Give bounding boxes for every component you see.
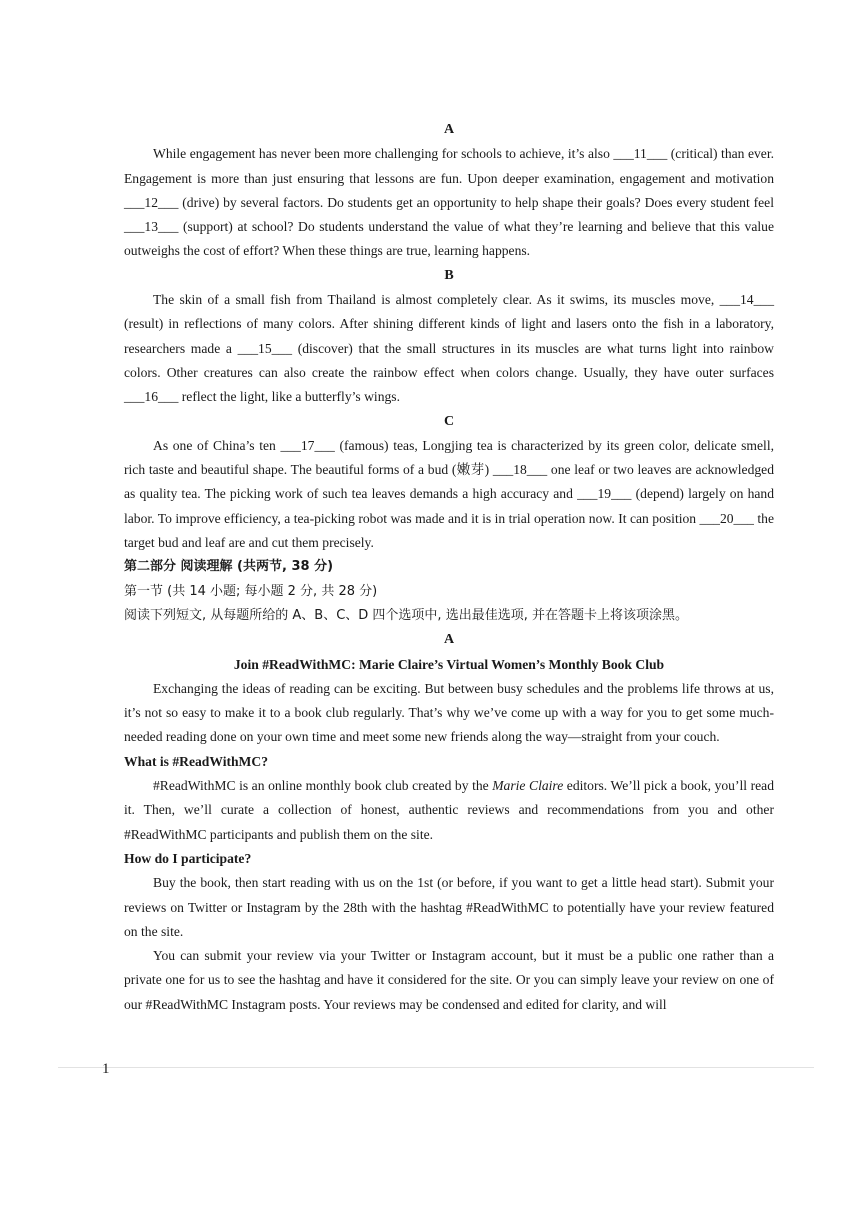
- para2-text-before: #ReadWithMC is an online monthly book club created by the: [153, 778, 493, 794]
- reading-a-para2: [124, 774, 774, 847]
- marie-claire-italic: Marie Claire: [492, 778, 564, 794]
- part2-title: 第二部分 阅读理解 (共两节, 38 分): [124, 559, 334, 575]
- part2-instruction: 阅读下列短文, 从每题所给的 A、B、C、D 四个选项中, 选出最佳选项, 并在答题卡上将该项涂黑。: [124, 607, 688, 623]
- footer-divider: [58, 1067, 814, 1068]
- passage-b-heading: B: [444, 267, 454, 283]
- para2-text-after: editors. We’ll pick a book, you’ll read it. Then, we’ll curate a collection of honest, authentic reviews and recommendations from you and other #ReadWithMC participants and publish them on the site.: [124, 778, 774, 842]
- page-number: 1: [102, 1061, 110, 1077]
- passage-c-text: As one of China’s ten ___17___ (famous) teas, Longjing tea is characterized by its green color, delicate smell, rich taste and beautiful shape. The beautiful forms of a bud (嫩芽) ___18___ one leaf or two leaves are acknowledged as quality tea. The picking work of such tea leaves demands a high accuracy and ___19___ (depend) largely on hand labor. To improve efficiency, a tea-picking robot was made and it is in trial operation now. It can position ___20___ the target bud and leaf are and cut them precisely.: [124, 437, 774, 551]
- passage-a-text: While engagement has never been more challenging for schools to achieve, it’s also ___11___ (critical) than ever. Engagement is more than just ensuring that lessons are fun. Upon deeper examination, engagement and motivation ___12___ (drive) by several factors. Do students get an opportunity to help shape their goals? Does every student feel ___13___ (support) at school? Do students understand the value of what they’re learning and believe that this value outweighs the cost of effort? When these things are true, learning happens.: [124, 146, 774, 259]
- reading-a-heading: A: [443, 632, 455, 648]
- passage-b-text: The skin of a small fish from Thailand is almost completely clear. As it swims, its muscles move, ___14___ (result) in reflections of many colors. After shining different kinds of light and lasers onto the fish in a laboratory, researchers made a ___15___ (discover) that the small structures in its muscles are what turns light into rainbow colors. Other creatures can also create the rainbow effect when colors change. Usually, they have outer surfaces ___16___ reflect the light, like a butterfly’s wings.: [124, 292, 774, 405]
- reading-a-para1: Exchanging the ideas of reading can be exciting. But between busy schedules and the problems life throws at us, it’s not so easy to make it to a book club regularly. That’s why we’ve come up with a way for you to get some much-needed reading done on your own time and meet some new friends along the way—straight from your couch.: [124, 680, 774, 745]
- reading-a-para3: Buy the book, then start reading with us on the 1st (or before, if you want to get a little head start). Submit your reviews on Twitter or Instagram by the 28th with the hashtag #ReadWithMC to potentially have your review featured on the site.: [124, 875, 774, 939]
- passage-a-heading: A: [443, 122, 455, 137]
- reading-a-para4: You can submit your review via your Twitter or Instagram account, but it must be a public one rather than a private one for us to see the hashtag and have it considered for the site. Or you can simply leave your review on one of our #ReadWithMC Instagram posts. Your reviews may be condensed and edited for clarity, and will: [124, 948, 774, 1012]
- reading-a-title: Join #ReadWithMC: Marie Claire’s Virtual Women’s Monthly Book Club: [233, 656, 665, 672]
- passage-c-heading: C: [443, 413, 455, 429]
- part2-section1: 第一节 (共 14 小题; 每小题 2 分, 共 28 分): [124, 583, 378, 599]
- document-page: [124, 118, 774, 1017]
- reading-a-question1: What is #ReadWithMC?: [124, 753, 269, 769]
- reading-a-question2: How do I participate?: [124, 850, 252, 866]
